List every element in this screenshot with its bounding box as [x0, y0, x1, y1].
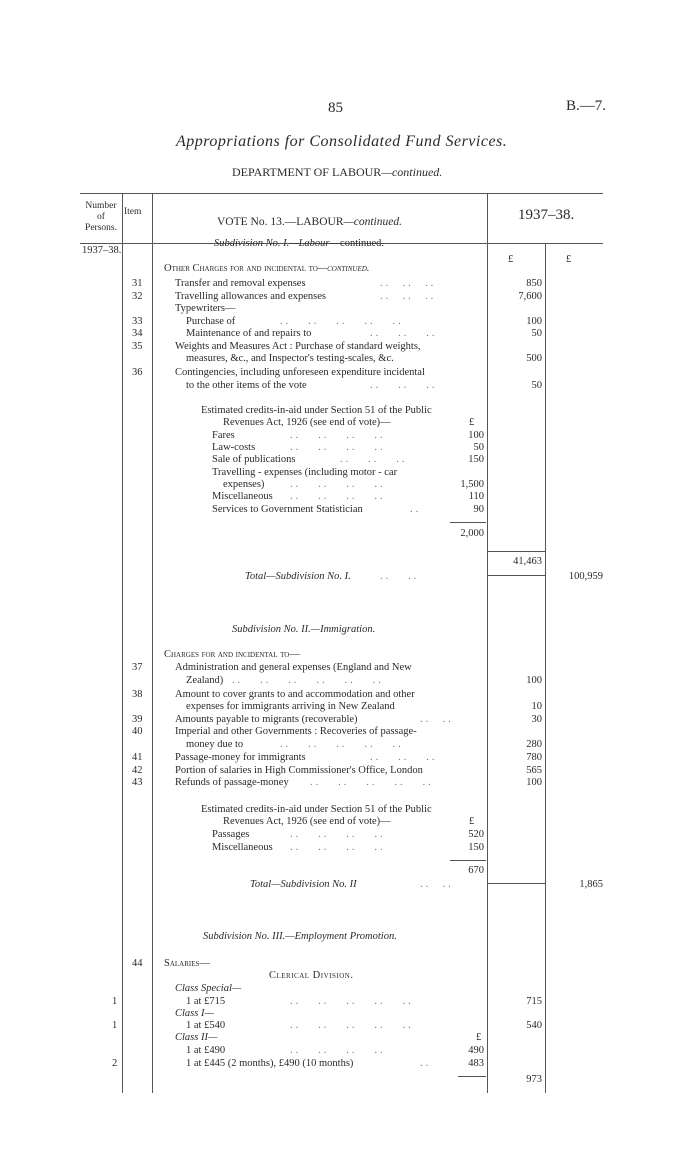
salary-amount: 490 [468, 1045, 484, 1056]
credit-label: Fares [212, 430, 235, 441]
vote-heading: VOTE No. 13.—LABOUR—continued. [217, 216, 402, 228]
header-number-of-persons: Number of Persons. [85, 201, 117, 233]
item-label: Typewriters— [175, 303, 236, 314]
persons-count: 1 [112, 1020, 118, 1031]
class-ii-currency: £ [476, 1032, 482, 1043]
subdivision-1-title: Subdivision No. I.—Labour—continued. [214, 238, 385, 249]
salary-label: 1 at £715 [186, 996, 226, 1007]
header-item: Item [124, 207, 142, 217]
credits-heading-continued: Revenues Act, 1926 (see end of vote)— [223, 417, 391, 428]
item-label: Refunds of passage-money [175, 777, 289, 788]
subdivision-1-total: 100,959 [568, 571, 603, 582]
item-amount: 50 [531, 328, 542, 339]
class-heading: Class II— [175, 1032, 218, 1043]
subdivision-1-total-label: Total—Subdivision No. I. [245, 571, 351, 582]
item-label: Transfer and removal expenses [175, 278, 306, 289]
class-ii-total: 973 [526, 1074, 542, 1085]
item-label: Contingencies, including unforeseen expenditure incidental [175, 367, 425, 378]
header-year: 1937–38. [518, 207, 575, 223]
credit-label-continued: expenses) [223, 479, 265, 490]
item-amount: 100 [526, 675, 542, 686]
item-number: 43 [132, 777, 143, 788]
credit-amount: 50 [473, 442, 484, 453]
salaries-heading: Salaries— [164, 958, 210, 969]
credit-amount: 110 [468, 491, 484, 502]
item-amount: 100 [526, 777, 542, 788]
salary-label: 1 at £445 (2 months), £490 (10 months) [186, 1058, 354, 1069]
item-number: 35 [132, 341, 143, 352]
persons-count: 1 [112, 996, 118, 1007]
item-label: Amounts payable to migrants (recoverable) [175, 714, 358, 725]
subtotal-rule-bottom [488, 575, 545, 576]
credits-heading-continued: Revenues Act, 1926 (see end of vote)— [223, 816, 391, 827]
clerical-division-heading: Clerical Division. [269, 970, 354, 981]
credits-total-rule [450, 522, 486, 523]
item-number: 38 [132, 689, 143, 700]
credit-amount: 90 [473, 504, 484, 515]
credit-label: Services to Government Statistician [212, 504, 363, 515]
salary-amount: 715 [526, 996, 542, 1007]
item-number: 42 [132, 765, 143, 776]
credits-total: 670 [468, 865, 484, 876]
item-label: Weights and Measures Act : Purchase of standard weights, [175, 341, 421, 352]
department-continued: —continued. [381, 165, 443, 179]
class-heading: Class I— [175, 1008, 214, 1019]
item-amount: 500 [526, 353, 542, 364]
credit-label: Passages [212, 829, 250, 840]
item-amount: 30 [531, 714, 542, 725]
col-rule-persons [122, 193, 123, 1093]
credit-label: Miscellaneous [212, 842, 273, 853]
item-amount: 100 [526, 316, 542, 327]
item-label: Passage-money for immigrants [175, 752, 306, 763]
credits-currency: £ [469, 417, 475, 428]
persons-count: 2 [112, 1058, 118, 1069]
credit-label: Miscellaneous [212, 491, 273, 502]
item-number: 44 [132, 958, 143, 969]
item-label: Travelling allowances and expenses [175, 291, 326, 302]
item-number: 36 [132, 367, 143, 378]
item-amount: 780 [526, 752, 542, 763]
item-label: Portion of salaries in High Commissioner's Office, London [175, 765, 423, 776]
col-rule-item [152, 193, 153, 1093]
credit-label: Travelling - expenses (including motor - car [212, 467, 398, 478]
item-label: Amount to cover grants to and accommodation and other [175, 689, 415, 700]
subdivision-2-total-label: Total—Subdivision No. II [250, 879, 357, 890]
item-amount: 850 [526, 278, 542, 289]
credits-total: 2,000 [460, 528, 484, 539]
credit-amount: 1,500 [460, 479, 484, 490]
department-heading [232, 165, 442, 180]
subdivision-1-group-heading: Other Charges for and incidental to—continued. [164, 263, 370, 274]
credits-heading: Estimated credits-in-aid under Section 51 of the Public [201, 804, 432, 815]
subdivision-2-group-heading: Charges for and incidental to— [164, 649, 300, 660]
item-amount: 565 [526, 765, 542, 776]
page-number: 85 [328, 100, 343, 116]
item-label: Purchase of [186, 316, 236, 327]
salary-label: 1 at £540 [186, 1020, 226, 1031]
credit-label: Law-costs [212, 442, 256, 453]
col-rule-amount-b [545, 243, 546, 1093]
item-label: Maintenance of and repairs to [186, 328, 312, 339]
department-name: DEPARTMENT OF LABOUR [232, 165, 382, 179]
item-label-continued: expenses for immigrants arriving in New Zealand [186, 701, 395, 712]
item-number: 39 [132, 714, 143, 725]
credit-amount: 150 [468, 454, 484, 465]
item-label: Administration and general expenses (England and New [175, 662, 412, 673]
item-label-continued: to the other items of the vote [186, 380, 307, 391]
persons-year: 1937–38. [82, 245, 122, 256]
subtotal-rule [488, 551, 545, 552]
page-title: Appropriations for Consolidated Fund Services. [176, 133, 508, 150]
item-label-continued: money due to [186, 739, 244, 750]
credits-heading: Estimated credits-in-aid under Section 51 of the Public [201, 405, 432, 416]
item-number: 37 [132, 662, 143, 673]
credit-amount: 150 [468, 842, 484, 853]
credit-amount: 520 [468, 829, 484, 840]
credits-currency: £ [469, 816, 475, 827]
item-number: 34 [132, 328, 143, 339]
item-number: 31 [132, 278, 143, 289]
item-label: Imperial and other Governments : Recoveries of passage- [175, 726, 417, 737]
item-number: 33 [132, 316, 143, 327]
salary-amount: 483 [468, 1058, 484, 1069]
subdivision-3-title: Subdivision No. III.—Employment Promotion. [203, 931, 397, 942]
item-amount: 10 [531, 701, 542, 712]
currency-col-b: £ [566, 254, 572, 265]
item-amount: 280 [526, 739, 542, 750]
credit-label: Sale of publications [212, 454, 296, 465]
salary-label: 1 at £490 [186, 1045, 226, 1056]
item-number: 41 [132, 752, 143, 763]
table-top-rule [80, 193, 603, 194]
item-number: 32 [132, 291, 143, 302]
item-amount: 50 [531, 380, 542, 391]
currency-col-a: £ [508, 254, 514, 265]
item-amount: 7,600 [518, 291, 542, 302]
subdivision-2-total: 1,865 [579, 879, 603, 890]
credit-amount: 100 [468, 430, 484, 441]
item-label-continued: measures, &c., and Inspector's testing-scales, &c. [186, 353, 394, 364]
credits-total-rule [450, 860, 486, 861]
item-label-continued: Zealand) [186, 675, 224, 686]
subdivision-2-title: Subdivision No. II.—Immigration. [232, 624, 376, 635]
class-heading: Class Special— [175, 983, 242, 994]
subtotal-rule [488, 883, 545, 884]
document-reference: B.—7. [566, 98, 607, 114]
class-ii-total-rule [458, 1076, 486, 1077]
item-number: 40 [132, 726, 143, 737]
subdivision-1-subtotal: 41,463 [513, 556, 542, 567]
salary-amount: 540 [526, 1020, 542, 1031]
